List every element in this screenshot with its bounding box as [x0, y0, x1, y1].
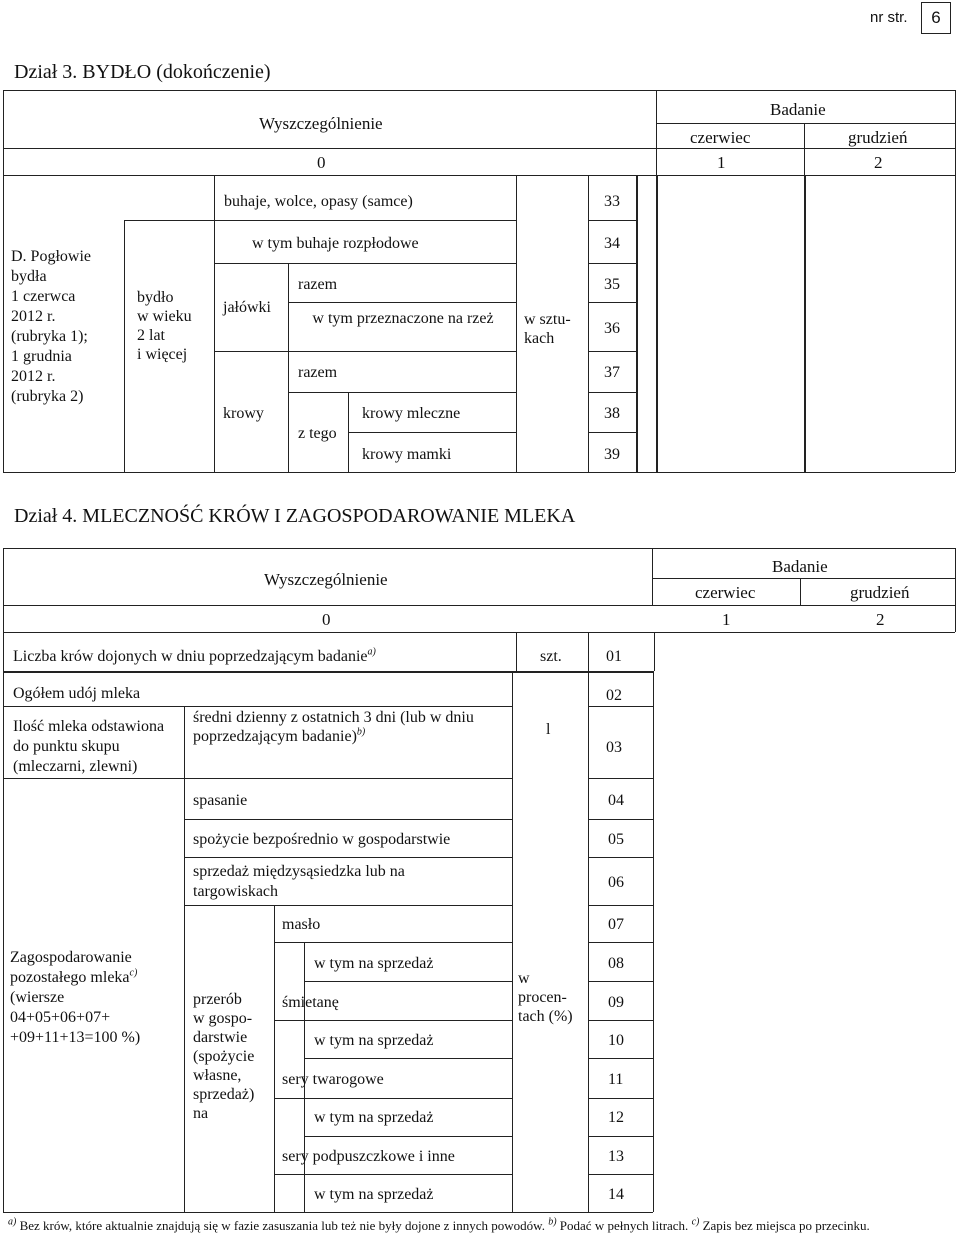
s3-row-code: 37	[604, 364, 620, 381]
s4-row01-label	[13, 647, 376, 666]
s4-row03-group-line: Ilość mleka odstawiona	[13, 718, 165, 735]
s3-unit-line: w sztu-	[524, 311, 571, 328]
s3-row-code: 39	[604, 446, 620, 463]
s4-row-label-05: spożycie bezpośrednio w gospodarstwie	[193, 831, 451, 848]
s4-row03-group-line: (mleczarni, zlewni)	[13, 758, 138, 775]
s3-row-label-35: razem	[298, 276, 338, 293]
s4-row01-code: 01	[606, 648, 622, 665]
s4-row03-label-line	[193, 727, 474, 746]
page-number-label: nr str.	[870, 9, 908, 26]
s4-przerob-line: sprzedaż)	[193, 1086, 255, 1103]
s4-przerob-line: własne,	[193, 1067, 242, 1084]
s3-row-code: 35	[604, 276, 620, 293]
s4-row01-sup: a)	[367, 646, 376, 658]
s4-row-code: 12	[608, 1109, 624, 1126]
s3-group-main-line: (rubryka 1);	[11, 328, 88, 345]
s4-row02-label: Ogółem udój mleka	[13, 685, 141, 702]
s4-row03-group-line: do punktu skupu	[13, 738, 120, 755]
s3-z-tego: z tego	[298, 425, 337, 442]
s4-group-zag-line: (wiersze	[10, 989, 65, 1006]
s4-header-czerwiec: czerwiec	[695, 583, 756, 602]
footnote-b-sup: b)	[548, 1216, 557, 1228]
s4-col-1: 1	[722, 610, 731, 629]
s4-row-label-11: sery twarogowe	[282, 1071, 384, 1088]
s4-row03-group	[13, 717, 164, 777]
footnote-c: Zapis bez miejsca po przecinku.	[702, 1218, 870, 1233]
s4-row-label-09: śmietanę	[282, 994, 339, 1011]
s4-row-code: 13	[608, 1148, 624, 1165]
footnote-a: Bez krów, które aktualnie znajdują się w fazie zasuszania lub też nie były dojone z innych powodów.	[19, 1218, 545, 1233]
s4-group-zag-line	[10, 968, 140, 988]
s4-row03-label-line: średni dzienny z ostatnich 3 dni (lub w dniu	[193, 709, 474, 726]
footnote-c-sup: c)	[691, 1216, 700, 1228]
s4-col-2: 2	[876, 610, 885, 629]
s3-header-czerwiec: czerwiec	[690, 128, 751, 147]
s4-row-code: 05	[608, 831, 624, 848]
s4-row-label-06: sprzedaż międzysąsiedzka lub na targowiskach	[193, 863, 405, 900]
s3-group-main-line: bydła	[11, 268, 47, 285]
s3-group-main-line: 1 czerwca	[11, 288, 76, 305]
footnote-b: Podać w pełnych litrach.	[559, 1218, 689, 1233]
s4-row-label-13: sery podpuszczkowe i inne	[282, 1148, 455, 1165]
s3-header-spec: Wyszczególnienie	[259, 114, 383, 133]
s4-group-zag-line: 04+05+06+07+	[10, 1009, 111, 1026]
s4-przerob-line: darstwie	[193, 1029, 248, 1046]
s4-row01-text: Liczba krów dojonych w dniu poprzedzającym badanie	[13, 648, 368, 665]
s3-group-age-line: w wieku	[137, 308, 192, 325]
s3-row-code: 34	[604, 235, 620, 252]
s4-przerob-line: w gospo-	[193, 1010, 253, 1027]
s3-group-main-line: 2012 r.	[11, 308, 56, 325]
s4-przerob-line: przerób	[193, 991, 242, 1008]
s4-row-code: 07	[608, 916, 624, 933]
s4-group-zag-line: Zagospodarowanie	[10, 949, 132, 966]
s3-row-code: 38	[604, 405, 620, 422]
s4-unit-percent-line: w	[518, 970, 530, 987]
s4-przerob-line: (spożycie	[193, 1048, 255, 1065]
s4-row-code: 04	[608, 792, 624, 809]
s4-row-code: 14	[608, 1186, 624, 1203]
s4-row-label-10: w tym na sprzedaż	[314, 1032, 434, 1049]
s3-group-main-line: 2012 r.	[11, 368, 56, 385]
s4-group-zag-line: +09+11+13=100 %)	[10, 1029, 141, 1046]
footnote-a-sup: a)	[8, 1216, 17, 1228]
s4-unit-percent-line: tach (%)	[518, 1008, 573, 1025]
s3-row-label-36: w tym przeznaczone na rzeż	[312, 310, 494, 327]
s4-przerob	[193, 990, 254, 1123]
s4-row02-code: 02	[606, 687, 622, 704]
s4-unit-percent-line: procen-	[518, 989, 567, 1006]
s3-krowy: krowy	[223, 405, 264, 422]
footnotes	[8, 1217, 948, 1234]
s3-col-1: 1	[717, 153, 726, 172]
s3-col-2: 2	[874, 153, 883, 172]
s3-group-age-line: 2 lat	[137, 327, 165, 344]
s3-col-0: 0	[317, 153, 326, 172]
s4-header-spec: Wyszczególnienie	[264, 570, 388, 589]
page-number-box	[921, 2, 951, 34]
s4-row01-unit: szt.	[540, 648, 562, 665]
s4-row03-code: 03	[606, 739, 622, 756]
s3-unit-line: kach	[524, 330, 555, 347]
s3-row-label-37: razem	[298, 364, 338, 381]
s3-group-main-line: 1 grudnia	[11, 348, 72, 365]
s4-row-code: 10	[608, 1032, 624, 1049]
s4-row-label-07: masło	[282, 916, 321, 933]
s4-row-code: 06	[608, 874, 624, 891]
s3-row-label-39: krowy mamki	[362, 446, 452, 463]
s4-row-code: 09	[608, 994, 624, 1011]
s4-unit-percent	[518, 969, 573, 1026]
s3-group-main-line: (rubryka 2)	[11, 388, 84, 405]
s3-jalowki: jałówki	[223, 299, 271, 316]
s3-row-code: 33	[604, 193, 620, 210]
s4-col-0: 0	[322, 610, 331, 629]
s4-row03-label	[193, 708, 474, 746]
s4-row-label-12: w tym na sprzedaż	[314, 1109, 434, 1126]
section3-title: Dział 3. BYDŁO (dokończenie)	[14, 61, 271, 83]
s3-unit	[524, 310, 571, 348]
s4-header-badanie: Badanie	[772, 557, 828, 576]
s4-header-grudzien: grudzień	[850, 583, 910, 602]
s4-unit-litres: l	[546, 721, 551, 738]
section4-title: Dział 4. MLECZNOŚĆ KRÓW I ZAGOSPODAROWANIE MLEKA	[14, 505, 576, 527]
s3-header-badanie: Badanie	[770, 100, 826, 119]
s3-group-age	[137, 288, 192, 364]
s3-header-grudzien: grudzień	[848, 128, 908, 147]
s4-row-code: 11	[608, 1071, 624, 1088]
s4-group-zag-sup: c)	[129, 967, 138, 979]
page-number-value: 6	[931, 8, 941, 27]
s3-group-main-line: D. Pogłowie	[11, 248, 91, 265]
s3-row-label-34: w tym buhaje rozpłodowe	[252, 235, 419, 252]
s3-row-label-38: krowy mleczne	[362, 405, 461, 422]
s4-group-zag	[10, 948, 140, 1048]
s4-group-zag-text: pozostałego mleka	[10, 969, 130, 986]
s4-row-label-08: w tym na sprzedaż	[314, 955, 434, 972]
s4-przerob-line: na	[193, 1105, 209, 1122]
s4-row-label-14: w tym na sprzedaż	[314, 1186, 434, 1203]
s3-group-age-line: i więcej	[137, 346, 188, 363]
s3-row-label-33: buhaje, wolce, opasy (samce)	[224, 193, 413, 210]
s4-row03-sup: b)	[356, 726, 366, 738]
s3-row-code: 36	[604, 320, 620, 337]
s3-group-age-line: bydło	[137, 289, 174, 306]
s3-group-main	[11, 247, 91, 407]
s4-row03-label-text: poprzedzającym badanie)	[193, 728, 357, 745]
s4-row-code: 08	[608, 955, 624, 972]
s4-row-label-04: spasanie	[193, 792, 248, 809]
